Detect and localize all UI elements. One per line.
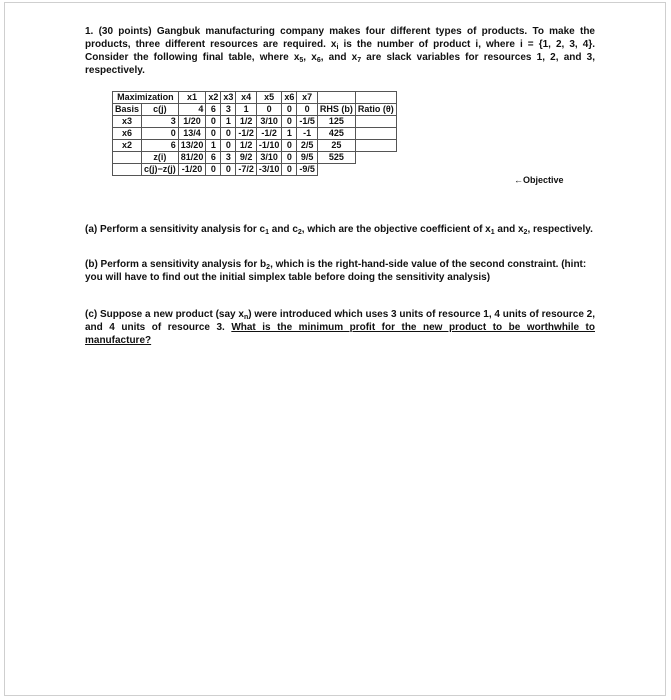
- basis-cell: x6: [113, 128, 142, 140]
- rhs-label: RHS (b): [317, 104, 355, 116]
- value-cell: -1/2: [256, 128, 282, 140]
- var-header: x7: [297, 92, 318, 104]
- value-cell: -1: [297, 128, 318, 140]
- part-c-text-part: ) were introduced which uses 3 units of resource 1, 4 units of resource 2, and 4 units of resource 3.: [85, 309, 595, 333]
- objective-note: ←Objective: [514, 175, 564, 185]
- subscript: 5: [299, 57, 304, 64]
- subscript: 1: [265, 229, 269, 236]
- value-cell: 0: [206, 116, 221, 128]
- part-a-text-part: and c: [268, 224, 298, 235]
- value-cell: 3/10: [256, 116, 282, 128]
- value-cell: 2/5: [297, 140, 318, 152]
- basis-cell: x3: [113, 116, 142, 128]
- part-a-text-part: and x: [494, 224, 524, 235]
- value-cell: 1: [221, 116, 236, 128]
- subscript: n: [243, 314, 249, 321]
- value-cell: -1/5: [297, 116, 318, 128]
- subscript: 6: [316, 57, 321, 64]
- zj-cell: 0: [282, 152, 297, 164]
- zj-cell: 6: [206, 152, 221, 164]
- simplex-table-wrap: [112, 91, 595, 215]
- ratio-header: [355, 92, 396, 104]
- part-a-text-part: (a) Perform a sensitivity analysis for c: [85, 224, 266, 235]
- zj-cell: 81/20: [178, 152, 206, 164]
- value-cell: -1/2: [236, 128, 257, 140]
- table-row: [113, 128, 397, 140]
- part-c-text: [85, 308, 595, 347]
- part-c-underlined-question: What is the minimum profit for the new product to be worthwhile to manufacture?: [85, 322, 595, 346]
- question-1-text: [85, 25, 595, 77]
- cj-row: [113, 104, 397, 116]
- cj-cell: 0: [297, 104, 318, 116]
- part-b-text-part: (b) Perform a sensitivity analysis for b: [85, 259, 267, 270]
- zj-cell: 3/10: [256, 152, 282, 164]
- zj-cell: 3: [221, 152, 236, 164]
- ratio-cell: [355, 116, 396, 128]
- subscript: 2: [266, 264, 271, 271]
- zj-cell: 9/5: [297, 152, 318, 164]
- q1-text-part: 1. (30 points) Gangbuk manufacturing company makes four different types of products. To make the products, three different resources are required. x: [85, 26, 595, 50]
- var-header: x5: [256, 92, 282, 104]
- page-frame: [4, 2, 666, 696]
- q1-text-part: is the number of product i, where i = {1, 2, 3, 4}. Consider the following final table, where x: [85, 39, 595, 63]
- part-a-text: [85, 223, 595, 236]
- value-cell: 13/4: [178, 128, 206, 140]
- var-header: x4: [236, 92, 257, 104]
- table-header-row: [113, 92, 397, 104]
- cj-cell: 0: [282, 104, 297, 116]
- cz-cell: -7/2: [236, 164, 257, 176]
- zj-row: [113, 152, 397, 164]
- part-b-text-part: , which is the right-hand-side value of the second constraint. (hint: you will have to find out the initial simplex table before doing the sensitivity analysis): [85, 259, 587, 283]
- cz-cell: 0: [221, 164, 236, 176]
- blank-cell: [113, 152, 142, 164]
- part-a-text-part: , which are the objective coefficient of x: [301, 224, 491, 235]
- corner-cell: Maximization: [113, 92, 179, 104]
- rhs-header: [317, 92, 355, 104]
- ratio-cell: [355, 128, 396, 140]
- subscript: 1: [490, 229, 495, 236]
- basis-c-cell: 6: [142, 140, 179, 152]
- table-row: [113, 140, 397, 152]
- zj-cell: 9/2: [236, 152, 257, 164]
- cz-cell: -3/10: [256, 164, 282, 176]
- ratio-cell: [355, 140, 396, 152]
- ratio-label: Ratio (θ): [355, 104, 396, 116]
- value-cell: 1/20: [178, 116, 206, 128]
- value-cell: 1/2: [236, 140, 257, 152]
- zj-label: z(i): [142, 152, 179, 164]
- value-cell: 13/20: [178, 140, 206, 152]
- cz-cell: 0: [206, 164, 221, 176]
- blank-cell: [355, 152, 396, 164]
- value-cell: 0: [282, 116, 297, 128]
- basis-cell: x2: [113, 140, 142, 152]
- basis-c-cell: 0: [142, 128, 179, 140]
- value-cell: 0: [221, 140, 236, 152]
- cz-label: c(j)−z(j): [142, 164, 179, 176]
- cj-cell: 6: [206, 104, 221, 116]
- var-header: x1: [178, 92, 206, 104]
- rhs-cell: 425: [317, 128, 355, 140]
- rhs-cell: 25: [317, 140, 355, 152]
- q1-text-part: , and x: [320, 52, 358, 63]
- subscript: i: [336, 44, 339, 51]
- cj-label: c(j): [142, 104, 179, 116]
- var-header: x2: [206, 92, 221, 104]
- cz-cell: -1/20: [178, 164, 206, 176]
- cj-cell: 0: [256, 104, 282, 116]
- value-cell: 0: [221, 128, 236, 140]
- subscript: 2: [297, 229, 302, 236]
- part-b-text: [85, 258, 595, 284]
- blank-cell: [317, 164, 355, 176]
- cz-row: [113, 164, 397, 176]
- final-simplex-table: [112, 91, 397, 176]
- blank-cell: [113, 164, 142, 176]
- subscript: 2: [523, 229, 528, 236]
- value-cell: 1: [282, 128, 297, 140]
- value-cell: -1/10: [256, 140, 282, 152]
- cj-cell: 4: [178, 104, 206, 116]
- cj-cell: 3: [221, 104, 236, 116]
- cz-cell: 0: [282, 164, 297, 176]
- question-content: [85, 25, 595, 347]
- value-cell: 1/2: [236, 116, 257, 128]
- objective-value: 525: [317, 152, 355, 164]
- value-cell: 0: [206, 128, 221, 140]
- value-cell: 1: [206, 140, 221, 152]
- basis-label: Basis: [113, 104, 142, 116]
- cj-cell: 1: [236, 104, 257, 116]
- var-header: x6: [282, 92, 297, 104]
- q1-text-part: , x: [303, 52, 317, 63]
- subscript: 7: [357, 57, 362, 64]
- var-header: x3: [221, 92, 236, 104]
- basis-c-cell: 3: [142, 116, 179, 128]
- rhs-cell: 125: [317, 116, 355, 128]
- blank-cell: [355, 164, 396, 176]
- part-c-text-part: (c) Suppose a new product (say x: [85, 309, 244, 320]
- part-a-text-part: , respectively.: [527, 224, 593, 235]
- value-cell: 0: [282, 140, 297, 152]
- q1-text-part: are slack variables for resources 1, 2, and 3, respectively.: [85, 52, 595, 76]
- cz-cell: -9/5: [297, 164, 318, 176]
- table-row: [113, 116, 397, 128]
